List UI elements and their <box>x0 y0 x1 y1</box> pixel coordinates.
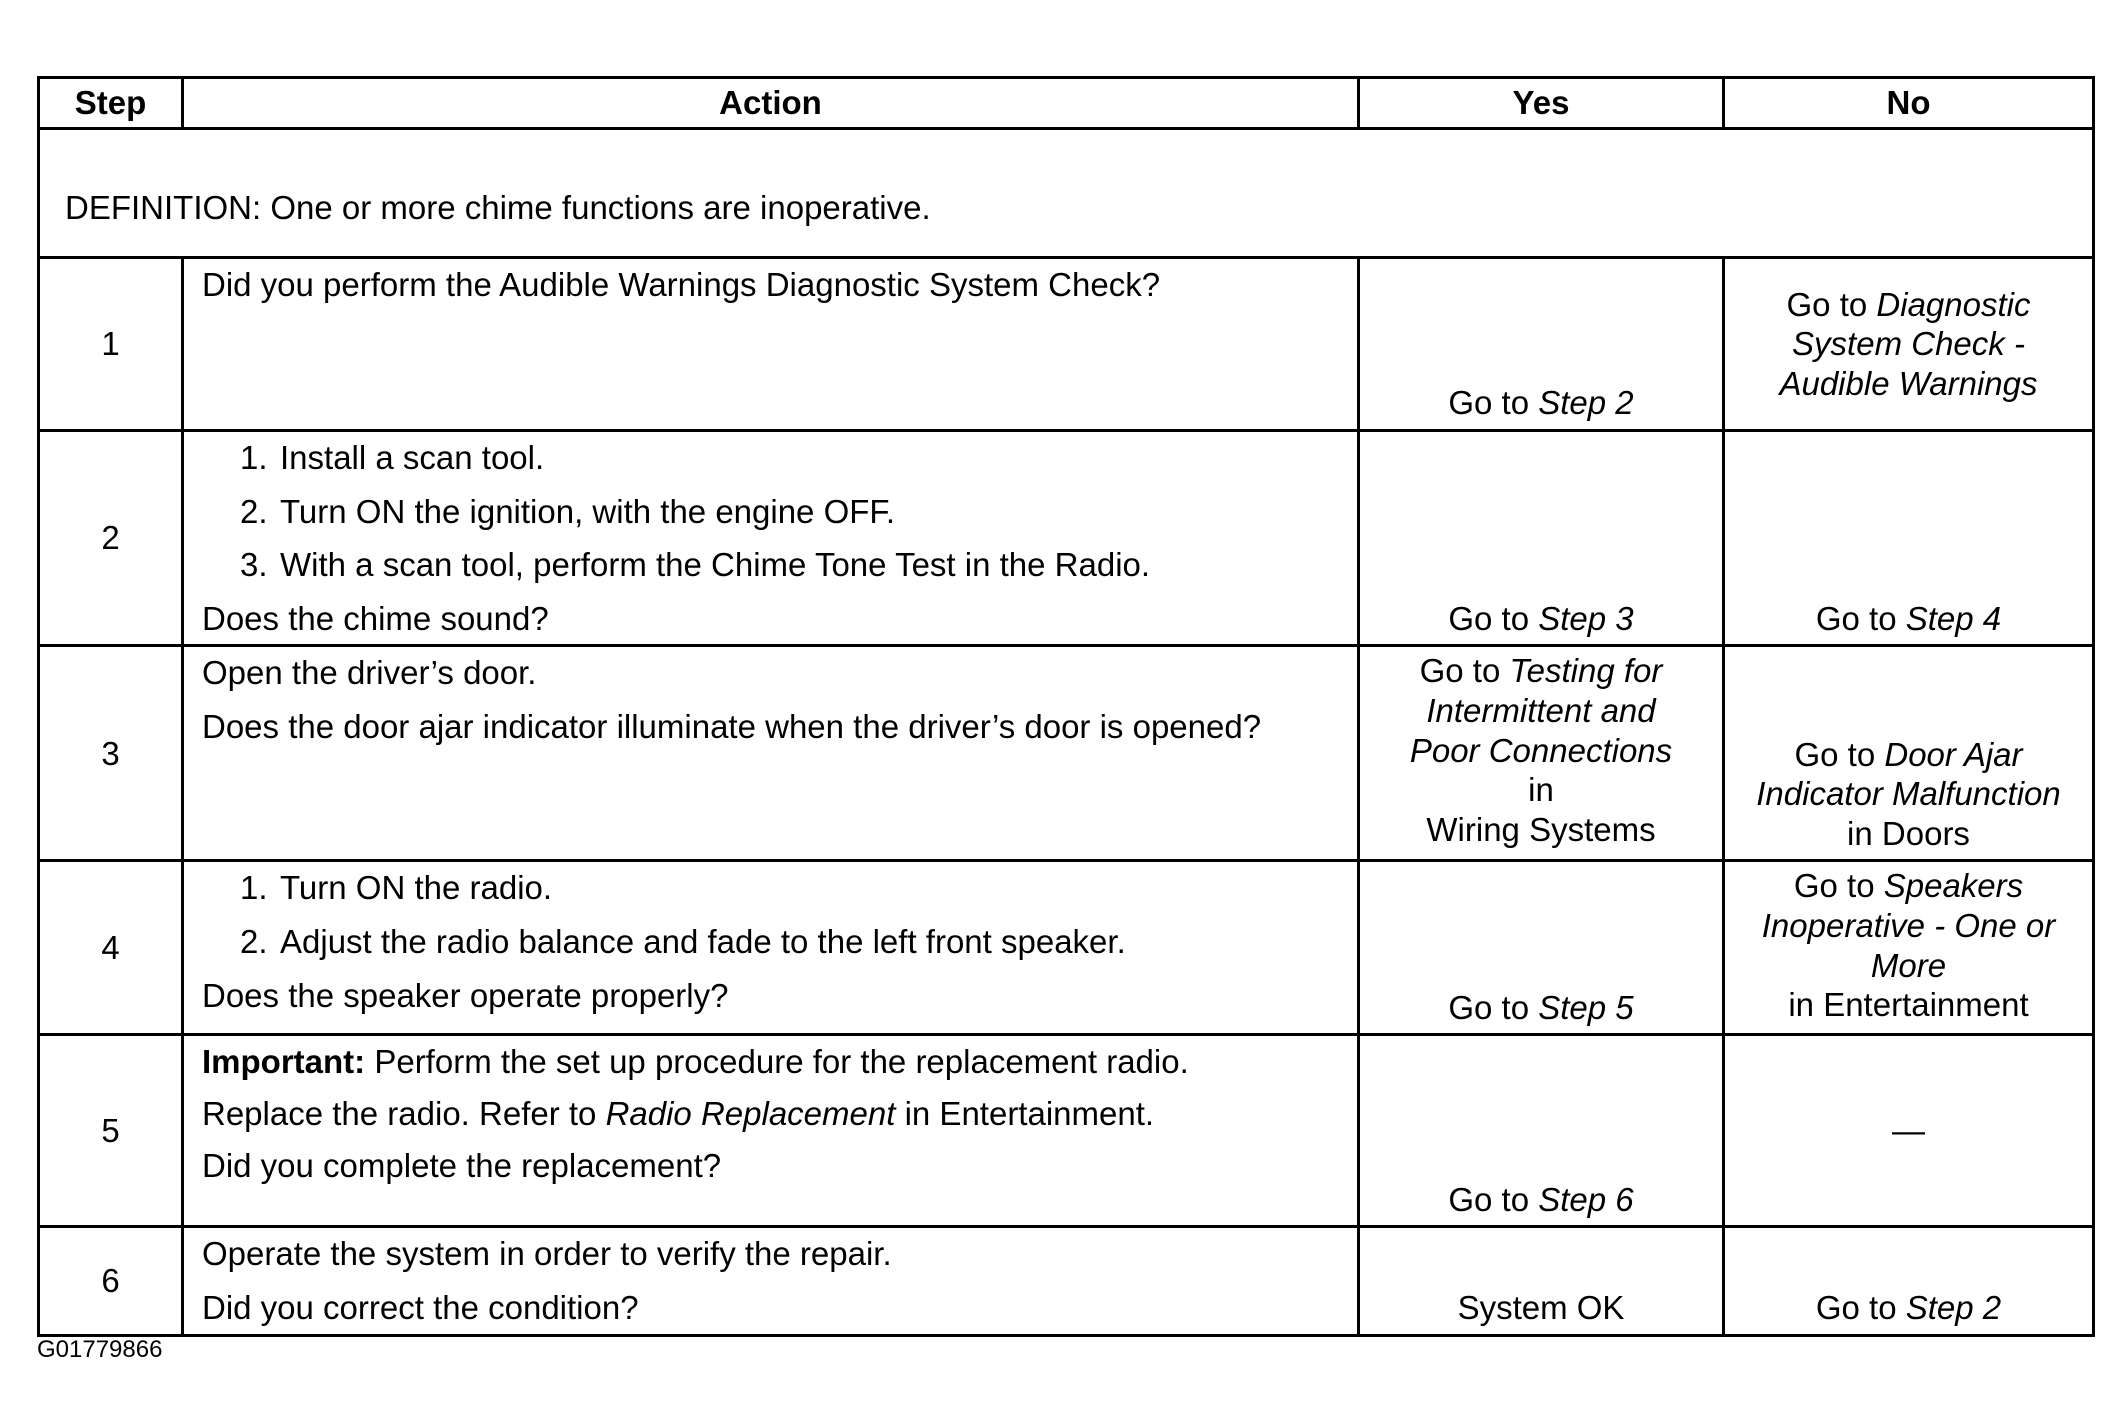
diagnostic-table <box>37 76 2095 1337</box>
header-step: Step <box>39 78 183 129</box>
action-cell <box>183 861 1359 1035</box>
list-number: 2. <box>240 492 268 530</box>
instruction-text: Replace the radio. Refer to <box>202 1094 606 1132</box>
list-item <box>202 492 1339 532</box>
action-question: Did you perform the Audible Warnings Diagnostic System Check? <box>202 266 1161 303</box>
no-goto-prefix: Go to <box>1794 735 1885 773</box>
yes-goto-target: Step 3 <box>1538 599 1634 637</box>
no-goto-target-line2: Inoperative - One or <box>1761 906 2056 944</box>
no-cell <box>1724 258 2094 431</box>
table-row-step-3 <box>39 646 2094 861</box>
no-cell <box>1724 1035 2094 1227</box>
table-row-step-1 <box>39 258 2094 431</box>
step-number: 2 <box>39 431 183 646</box>
table-row-step-6 <box>39 1227 2094 1335</box>
step-number: 5 <box>39 1035 183 1227</box>
no-cell <box>1724 861 2094 1035</box>
no-dash: — <box>1892 1112 1925 1150</box>
list-item <box>202 438 1339 478</box>
no-cell <box>1724 431 2094 646</box>
list-number: 1. <box>240 869 268 907</box>
step-number: 1 <box>39 258 183 431</box>
no-cell <box>1724 1227 2094 1335</box>
instruction-section: in Entertainment. <box>895 1094 1155 1132</box>
list-number: 2. <box>240 922 268 960</box>
table-row-step-4 <box>39 861 2094 1035</box>
action-list <box>202 868 1339 961</box>
action-cell <box>183 1035 1359 1227</box>
step-number: 3 <box>39 646 183 861</box>
no-goto-prefix: Go to <box>1815 1288 1906 1326</box>
list-text: Adjust the radio balance and fade to the left front speaker. <box>280 922 1126 960</box>
yes-cell <box>1359 1227 1724 1335</box>
yes-goto-prefix: Go to <box>1419 652 1510 690</box>
no-goto-target-line2: Indicator Malfunction <box>1756 775 2061 813</box>
figure-id: G01779866 <box>37 1336 163 1363</box>
no-goto-target-line1: Speakers <box>1883 867 2024 905</box>
action-cell <box>183 431 1359 646</box>
action-question: Did you complete the replacement? <box>202 1147 722 1185</box>
yes-cell <box>1359 431 1724 646</box>
step-number: 4 <box>39 861 183 1035</box>
yes-cell <box>1359 646 1724 861</box>
no-goto-target-line3: Audible Warnings <box>1779 364 2038 402</box>
header-yes: Yes <box>1359 78 1724 129</box>
list-item <box>202 868 1339 908</box>
action-instruction: Operate the system in order to verify the repair. <box>202 1235 892 1273</box>
action-cell <box>183 258 1359 431</box>
header-action: Action <box>183 78 1359 129</box>
no-goto-prefix: Go to <box>1815 599 1906 637</box>
yes-goto-in: in <box>1528 771 1554 809</box>
list-number: 1. <box>240 439 268 476</box>
list-item <box>202 545 1339 585</box>
list-text: With a scan tool, perform the Chime Tone Test in the Radio. <box>280 546 1151 584</box>
no-goto-target-line3: More <box>1870 946 1947 984</box>
header-no: No <box>1724 78 2094 129</box>
definition-text: DEFINITION: One or more chime functions are inoperative. <box>39 129 2094 258</box>
yes-cell <box>1359 258 1724 431</box>
yes-goto-target-line2: Intermittent and <box>1426 691 1656 729</box>
no-goto-target-line2: System Check - <box>1792 325 2025 363</box>
list-number: 3. <box>240 546 268 584</box>
action-question: Does the chime sound? <box>202 599 549 637</box>
yes-goto-prefix: Go to <box>1448 1180 1539 1218</box>
diagnostic-table-container <box>37 76 2092 1337</box>
action-question: Did you correct the condition? <box>202 1288 639 1326</box>
action-question: Does the door ajar indicator illuminate when the driver’s door is opened? <box>202 707 1262 745</box>
list-item <box>202 922 1339 962</box>
yes-goto-target-line1: Testing for <box>1509 652 1663 690</box>
no-goto-section: in Entertainment <box>1788 986 2029 1024</box>
list-text: Turn ON the radio. <box>280 869 553 907</box>
yes-goto-target: Step 6 <box>1538 1180 1634 1218</box>
yes-cell <box>1359 861 1724 1035</box>
list-text: Turn ON the ignition, with the engine OFF. <box>280 492 896 530</box>
no-goto-target-line1: Door Ajar <box>1884 735 2023 773</box>
yes-goto-section: Wiring Systems <box>1426 810 1656 848</box>
yes-goto-prefix: Go to <box>1448 599 1539 637</box>
action-cell <box>183 1227 1359 1335</box>
no-goto-target: Step 2 <box>1905 1288 2002 1326</box>
yes-cell <box>1359 1035 1724 1227</box>
action-instruction <box>202 1096 1339 1132</box>
action-cell <box>183 646 1359 861</box>
yes-goto-target: Step 2 <box>1538 384 1634 422</box>
action-important <box>202 1042 1339 1082</box>
action-question: Does the speaker operate properly? <box>202 976 729 1014</box>
no-goto-section: in Doors <box>1847 814 1970 852</box>
action-instruction: Open the driver’s door. <box>202 654 537 692</box>
important-text: Perform the set up procedure for the replacement radio. <box>365 1043 1189 1081</box>
definition-row <box>39 129 2094 258</box>
no-goto-prefix: Go to <box>1786 285 1877 323</box>
yes-goto-prefix: Go to <box>1448 384 1539 422</box>
instruction-reference: Radio Replacement <box>605 1094 896 1132</box>
header-row <box>39 78 2094 129</box>
yes-goto-prefix: Go to <box>1448 988 1539 1026</box>
yes-result: System OK <box>1457 1288 1625 1326</box>
table-row-step-2 <box>39 431 2094 646</box>
step-number: 6 <box>39 1227 183 1335</box>
action-list <box>202 438 1339 585</box>
no-goto-target: Step 4 <box>1905 599 2002 637</box>
yes-goto-target-line3: Poor Connections <box>1409 731 1673 769</box>
no-cell <box>1724 646 2094 861</box>
no-goto-target-line1: Diagnostic <box>1876 285 2031 323</box>
important-label: Important: <box>202 1043 366 1081</box>
no-goto-prefix: Go to <box>1793 867 1884 905</box>
table-row-step-5 <box>39 1035 2094 1227</box>
list-text: Install a scan tool. <box>280 439 545 476</box>
yes-goto-target: Step 5 <box>1538 988 1634 1026</box>
